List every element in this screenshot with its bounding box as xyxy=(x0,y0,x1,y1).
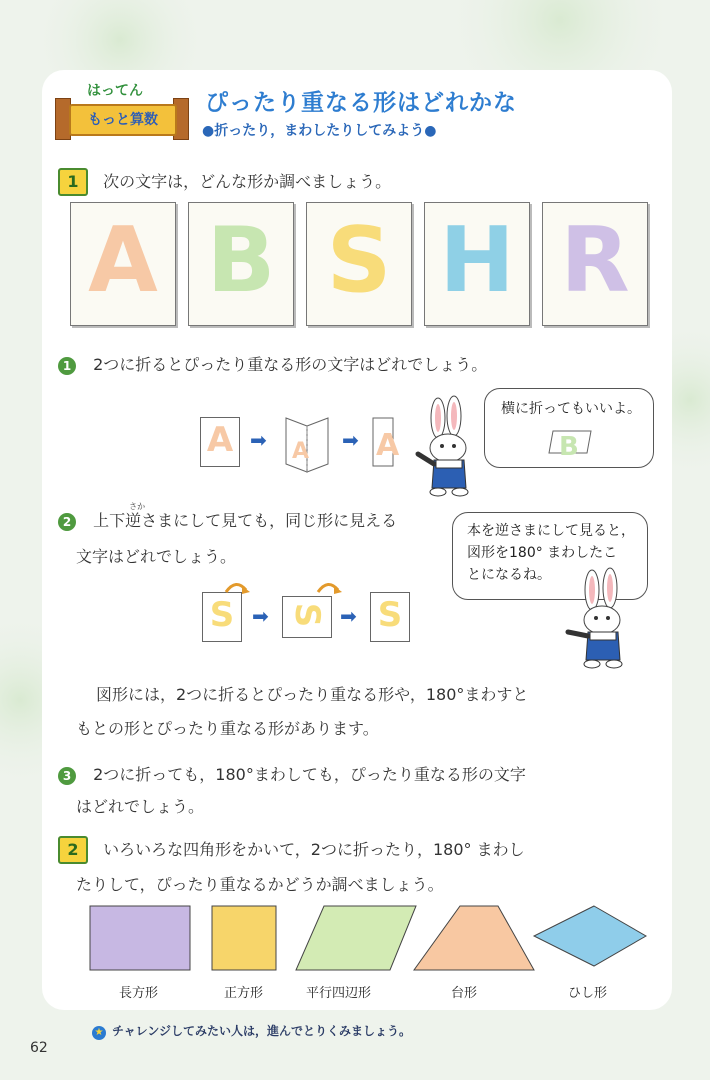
parallelogram-shape xyxy=(296,906,416,970)
question-1-text: 次の文字は，どんな形か調べましょう。 xyxy=(103,172,392,191)
letter-h: H xyxy=(439,208,515,313)
rotate-step-2-letter: S xyxy=(287,602,327,628)
rectangle-shape xyxy=(90,906,190,970)
letter-b: B xyxy=(206,208,276,313)
star-icon: ★ xyxy=(92,1026,106,1040)
letter-card-b xyxy=(188,202,294,326)
page-number: 62 xyxy=(30,1040,48,1056)
rotate-step-3-card xyxy=(370,592,410,642)
rotate-arrow-icon xyxy=(314,578,344,596)
rhombus-shape xyxy=(534,906,646,966)
circle-number-1: 1 xyxy=(58,357,76,375)
question-number-box: 1 xyxy=(58,168,88,196)
question-number-box: 2 xyxy=(58,836,88,864)
speech-bubble-1 xyxy=(484,388,654,468)
letter-r: R xyxy=(560,208,630,313)
folded-b-card-icon xyxy=(547,427,593,462)
shape-label-trapezoid: 台形 xyxy=(451,986,478,1001)
rabbit-character-icon xyxy=(562,570,642,672)
letter-card-r xyxy=(542,202,648,326)
svg-text:A: A xyxy=(376,428,400,463)
shape-label-square: 正方形 xyxy=(224,986,264,1001)
letter-s: S xyxy=(326,208,392,313)
letter-card-h xyxy=(424,202,530,326)
fold-step-1-letter: A xyxy=(206,420,234,460)
bubble-1-letter: B xyxy=(559,432,579,462)
badge-main-label: もっと算数 xyxy=(69,104,177,136)
bubble-2-line-2: 図形を180° まわしたこ xyxy=(467,545,618,561)
shape-label-rhombus: ひし形 xyxy=(568,986,608,1001)
folding-card-icon xyxy=(284,410,330,474)
subquestion-1-text: 2つに折るとぴったり重なる形の文字はどれでしょう。 xyxy=(93,355,488,374)
bubble-2-line-3: とになるね。 xyxy=(467,567,551,583)
subquestion-3 xyxy=(58,762,526,785)
subquestion-2-line-1-text: 上下逆さまにして見ても，同じ形に見える xyxy=(93,511,398,530)
rotate-step-2-card xyxy=(282,596,332,638)
letter-card-s xyxy=(306,202,412,326)
question-2-line-2: たりして，ぴったり重なるかどうか調べましょう。 xyxy=(76,875,444,894)
badge-top-label: はってん xyxy=(87,83,143,99)
folded-half-card-icon xyxy=(372,417,400,467)
page-subtitle: ●折ったり，まわしたりしてみよう● xyxy=(202,123,437,139)
challenge-note xyxy=(92,1022,411,1040)
subquestion-2 xyxy=(58,502,398,531)
shape-label-parallelogram: 平行四辺形 xyxy=(306,986,372,1001)
arrow-right-icon: ➡ xyxy=(250,428,267,452)
rotate-arrow-icon xyxy=(222,578,252,596)
subquestion-2-line-2: 文字はどれでしょう。 xyxy=(76,547,237,566)
subquestion-3-line-1: 2つに折っても，180°まわしても，ぴったり重なる形の文字 xyxy=(93,765,526,784)
rotate-step-1-letter: S xyxy=(209,595,235,635)
fold-step-1-card xyxy=(200,417,240,467)
circle-number-3: 3 xyxy=(58,767,76,785)
rotate-step-3-letter: S xyxy=(377,595,403,635)
question-1-header xyxy=(58,168,391,196)
subquestion-2-line-1 xyxy=(93,502,398,530)
rabbit-character-icon xyxy=(410,398,490,500)
note-line-2: もとの形とぴったり重なる形があります。 xyxy=(76,719,379,738)
bubble-2-line-1: 本を逆さまにして見ると， xyxy=(467,523,635,539)
arrow-right-icon: ➡ xyxy=(342,428,359,452)
rotate-step-1-card xyxy=(202,592,242,642)
subquestion-1 xyxy=(58,352,487,375)
note-line-1: 図形には，2つに折るとぴったり重なる形や，180°まわすと xyxy=(96,685,529,704)
square-shape xyxy=(212,906,276,970)
bubble-1-text: 横に折ってもいいよ。 xyxy=(501,401,641,417)
challenge-text: チャレンジしてみたい人は，進んでとりくみましょう。 xyxy=(112,1024,412,1038)
arrow-right-icon: ➡ xyxy=(340,604,357,628)
subquestion-3-line-2: はどれでしょう。 xyxy=(76,797,205,816)
arrow-right-icon: ➡ xyxy=(252,604,269,628)
trapezoid-shape xyxy=(414,906,534,970)
letter-card-a xyxy=(70,202,176,326)
question-2-header xyxy=(58,836,525,864)
quadrilateral-shapes xyxy=(88,902,658,974)
ruby-saka: さか xyxy=(129,502,146,511)
page-title: ぴったり重なる形はどれかな xyxy=(205,90,517,116)
hatten-badge xyxy=(55,78,185,140)
letter-a: A xyxy=(88,208,158,313)
shape-label-rectangle: 長方形 xyxy=(119,986,159,1001)
question-2-line-1: いろいろな四角形をかいて，2つに折ったり，180° まわし xyxy=(103,840,525,859)
svg-text:A: A xyxy=(292,439,310,464)
circle-number-2: 2 xyxy=(58,513,76,531)
